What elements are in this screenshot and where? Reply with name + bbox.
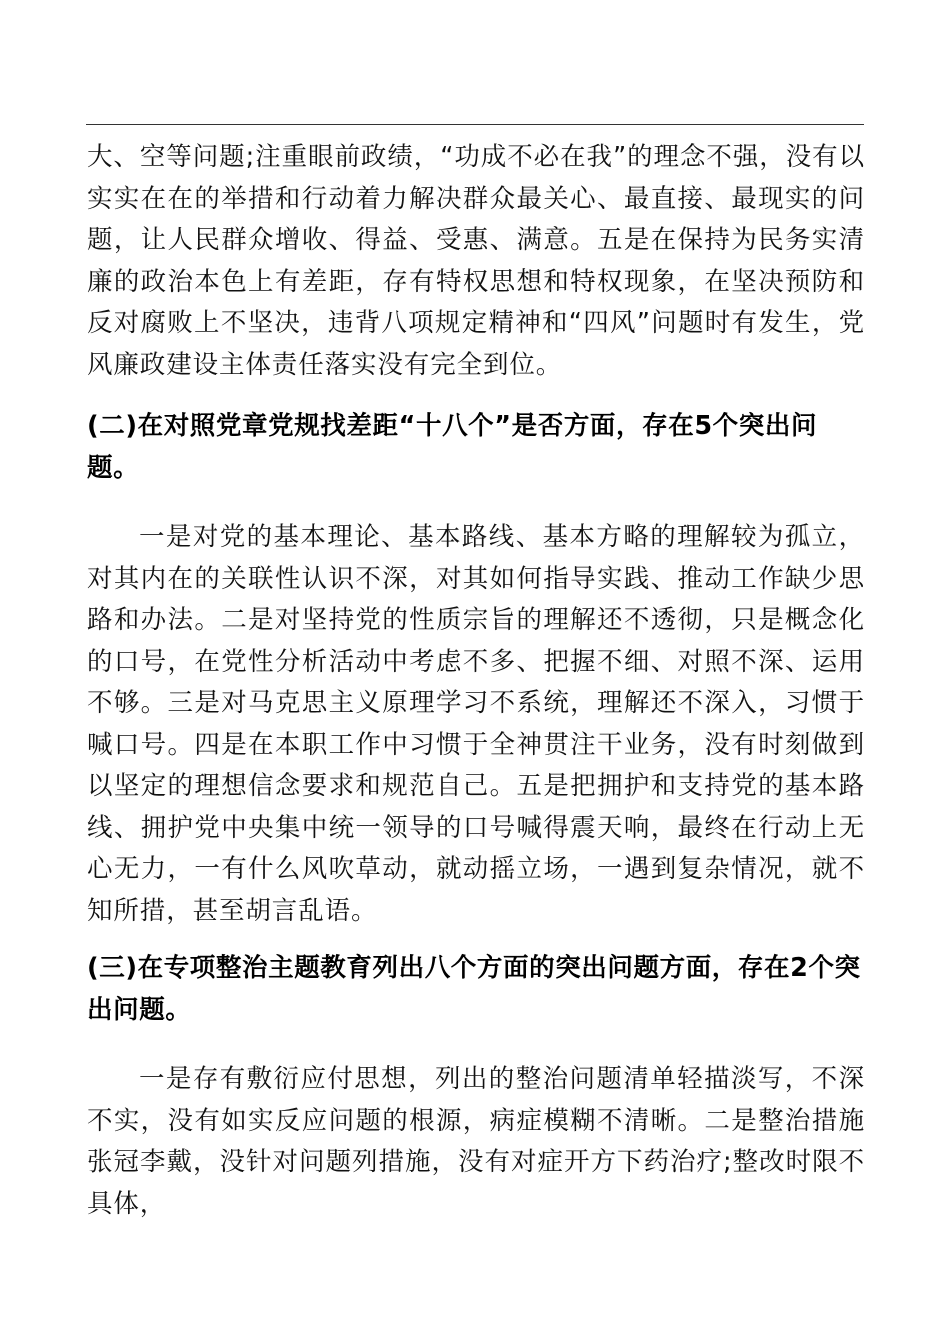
spacer <box>87 932 865 948</box>
section-heading-3: (三)在专项整治主题教育列出八个方面的突出问题方面，存在2个突出问题。 <box>87 953 861 1025</box>
spacer <box>87 1031 865 1059</box>
section-heading-2: (二)在对照党章党规找差距“十八个”是否方面，存在5个突出问题。 <box>87 411 818 483</box>
header-rule <box>86 124 864 125</box>
document-body <box>87 137 865 1225</box>
paragraph-section-3: 一是存有敷衍应付思想，列出的整治问题清单轻描淡写，不深不实，没有如实反应问题的根源，病症模糊不清晰。二是整治措施张冠李戴，没针对问题列措施，没有对症开方下药治疗;整改时限不具体， <box>87 1064 865 1219</box>
paragraph-continuation: 大、空等问题;注重眼前政绩，“功成不必在我”的理念不强，没有以实实在在的举措和行动着力解决群众最关心、最直接、最现实的问题，让人民群众增收、得益、受惠、满意。五是在保持为民务实清廉的政治本色上有差距，存有特权思想和特权现象，在坚决预防和反对腐败上不坚决，违背八项规定精神和“四风”问题时有发生，党风廉政建设主体责任落实没有完全到位。 <box>87 142 865 380</box>
paragraph-section-2: 一是对党的基本理论、基本路线、基本方略的理解较为孤立，对其内在的关联性认识不深，对其如何指导实践、推动工作缺少思路和办法。二是对坚持党的性质宗旨的理解还不透彻，只是概念化的口号，在党性分析活动中考虑不多、把握不细、对照不深、运用不够。三是对马克思主义原理学习不系统，理解还不深入，习惯于喊口号。四是在本职工作中习惯于全神贯注干业务，没有时刻做到以坚定的理想信念要求和规范自己。五是把拥护和支持党的基本路线、拥护党中央集中统一领导的口号喊得震天响，最终在行动上无心无力，一有什么风吹草动，就动摇立场，一遇到复杂情况，就不知所措，甚至胡言乱语。 <box>87 522 865 926</box>
spacer <box>87 386 865 406</box>
spacer <box>87 489 865 517</box>
